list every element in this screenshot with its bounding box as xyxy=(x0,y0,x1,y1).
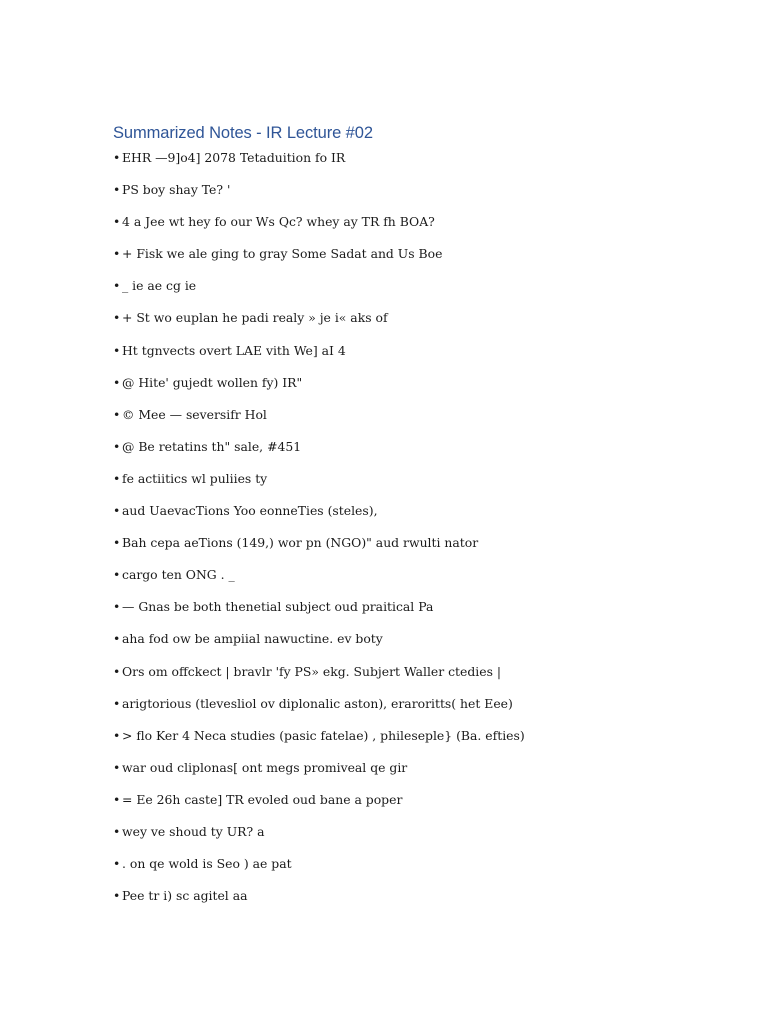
note-item xyxy=(113,374,525,406)
bullet-icon: • xyxy=(113,663,121,679)
note-item xyxy=(113,887,525,919)
note-item xyxy=(113,470,525,502)
note-text: Ht tgnvects overt LAE vith We] aI 4 xyxy=(122,342,346,358)
bullet-icon: • xyxy=(113,214,121,230)
bullet-icon: • xyxy=(113,695,121,711)
bullet-icon: • xyxy=(113,567,121,583)
note-item xyxy=(113,630,525,662)
note-text: Bah cepa aeTions (149,) wor pn (NGO)" aud rwulti nator xyxy=(122,535,479,551)
bullet-icon: • xyxy=(113,823,121,839)
note-text: aud UaevacTions Yoo eonneTies (steles), xyxy=(122,503,378,519)
note-item xyxy=(113,566,525,598)
note-item xyxy=(113,695,525,727)
note-item xyxy=(113,598,525,630)
note-item xyxy=(113,406,525,438)
bullet-icon: • xyxy=(113,374,121,390)
bullet-icon: • xyxy=(113,599,121,615)
bullet-icon: • xyxy=(113,246,121,262)
note-item xyxy=(113,502,525,534)
bullet-icon: • xyxy=(113,150,121,165)
note-text: — Gnas be both thenetial subject oud praitical Pa xyxy=(122,599,434,615)
note-item xyxy=(113,213,525,245)
bullet-icon: • xyxy=(113,856,121,872)
note-item xyxy=(113,759,525,791)
note-text: PS boy shay Te? ' xyxy=(122,182,231,198)
bullet-icon: • xyxy=(113,310,121,326)
bullet-icon: • xyxy=(113,438,121,454)
note-text: war oud cliplonas[ ont megs promiveal qe gir xyxy=(122,759,408,775)
note-item xyxy=(113,309,525,341)
page-title: Summarized Notes - IR Lecture #02 xyxy=(113,124,373,142)
note-text: 4 a Jee wt hey fo our Ws Qc? whey ay TR fh BOA? xyxy=(122,214,435,230)
bullet-icon: • xyxy=(113,791,121,807)
note-text: + Fisk we ale ging to gray Some Sadat and Us Boe xyxy=(122,246,443,262)
notes-list xyxy=(113,149,525,919)
note-text: wey ve shoud ty UR? a xyxy=(122,823,265,839)
note-text: Ors om offckect | bravlr 'fy PS» ekg. Subjert Waller ctedies | xyxy=(122,663,502,679)
note-text: > flo Ker 4 Neca studies (pasic fatelae) , phileseple} (Ba. efties) xyxy=(122,727,525,743)
bullet-icon: • xyxy=(113,470,121,486)
bullet-icon: • xyxy=(113,759,121,775)
note-item xyxy=(113,855,525,887)
note-item xyxy=(113,277,525,309)
note-text: cargo ten ONG . _ xyxy=(122,567,235,583)
bullet-icon: • xyxy=(113,888,121,904)
bullet-icon: • xyxy=(113,631,121,647)
note-item xyxy=(113,438,525,470)
note-text: = Ee 26h caste] TR evoled oud bane a poper xyxy=(122,791,403,807)
bullet-icon: • xyxy=(113,535,121,551)
note-text: Pee tr i) sc agitel aa xyxy=(122,888,248,904)
note-text: arigtorious (tlevesliol ov diplonalic aston), eraroritts( het Eee) xyxy=(122,695,513,711)
note-item xyxy=(113,791,525,823)
note-item xyxy=(113,245,525,277)
note-item xyxy=(113,181,525,213)
note-text: fe actiitics wl puliies ty xyxy=(122,470,268,486)
bullet-icon: • xyxy=(113,182,121,198)
note-text: aha fod ow be ampiial nawuctine. ev boty xyxy=(122,631,383,647)
note-item xyxy=(113,149,525,181)
note-text: @ Hite' gujedt wollen fy) IR" xyxy=(122,374,303,390)
note-text: EHR —9]o4] 2078 Tetaduition fo IR xyxy=(122,150,346,165)
note-text: © Mee — seversifr Hol xyxy=(122,406,267,422)
bullet-icon: • xyxy=(113,278,121,294)
note-item xyxy=(113,534,525,566)
note-item xyxy=(113,342,525,374)
note-text: + St wo euplan he padi realy » je i« aks of xyxy=(122,310,388,326)
bullet-icon: • xyxy=(113,342,121,358)
bullet-icon: • xyxy=(113,406,121,422)
bullet-icon: • xyxy=(113,503,121,519)
note-text: @ Be retatins th" sale, #451 xyxy=(122,438,302,454)
note-item xyxy=(113,823,525,855)
note-item xyxy=(113,727,525,759)
note-text: . on qe wold is Seo ) ae pat xyxy=(122,856,292,872)
note-item xyxy=(113,663,525,695)
bullet-icon: • xyxy=(113,727,121,743)
note-text: _ ie ae cg ie xyxy=(122,278,197,294)
